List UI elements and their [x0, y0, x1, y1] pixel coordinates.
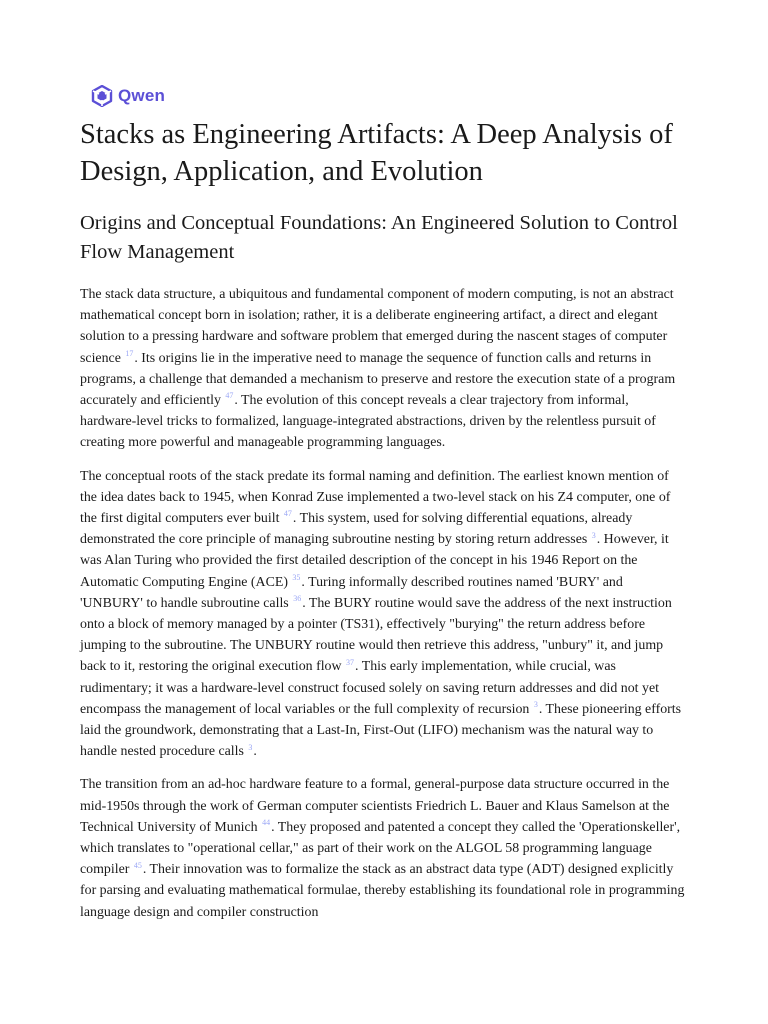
- paragraph: [80, 284, 688, 454]
- text-run: . Turing informally described routines named 'BURY' and 'UNBURY' to handle subroutine calls: [80, 574, 623, 611]
- citation-marker[interactable]: 3: [591, 530, 596, 540]
- qwen-logo-icon: [90, 85, 114, 107]
- citation-marker[interactable]: 35: [292, 573, 301, 583]
- document-title: Stacks as Engineering Artifacts: A Deep Analysis of Design, Application, and Evolution: [80, 119, 673, 187]
- citation-marker[interactable]: 47: [283, 509, 292, 519]
- citation-marker[interactable]: 47: [225, 391, 234, 401]
- text-run: . However, it was Alan Turing who provided the first detailed description of the concept in his 1946 Report on the Automatic Computing Engine (ACE): [80, 532, 669, 590]
- paragraph: [80, 466, 688, 763]
- paragraph: [80, 774, 688, 922]
- text-run: . This early implementation, while crucial, was rudimentary; it was a hardware-level construct focused solely on saving return addresses and did not yet encompass the management of local variables or the full complexity of recursion: [80, 659, 659, 717]
- citation-marker[interactable]: 37: [346, 657, 355, 667]
- citation-marker[interactable]: 44: [262, 818, 271, 828]
- text-run: .: [253, 744, 257, 760]
- text-run: The conceptual roots of the stack predate its formal naming and definition. The earliest known mention of the idea dates back to 1945, when Konrad Zuse implemented a two-level stack on his Z4 computer, one of the first digital computers ever built: [80, 468, 671, 527]
- text-run: . This system, used for solving differential equations, already demonstrated the core principle of managing subroutine nesting by storing return addresses: [80, 511, 633, 548]
- text-run: . Its origins lie in the imperative need to manage the sequence of function calls and returns in programs, a challenge that demanded a mechanism to preserve and restore the execution state of a program accurately and efficiently: [80, 350, 676, 409]
- brand-logo: [90, 85, 165, 107]
- text-run: The stack data structure, a ubiquitous and fundamental component of modern computing, is not an abstract mathematical concept born in isolation; rather, it is a deliberate engineering artifact, a direct and elegant solution to a pressing hardware and software problem that emerged during the nascent stages of computer science: [80, 287, 674, 366]
- text-run: . They proposed and patented a concept they called the 'Operationskeller', which translates to "operational cellar," as part of their work on the ALGOL 58 programming language compiler: [80, 819, 681, 878]
- text-run: . The evolution of this concept reveals a clear trajectory from informal, hardware-level tricks to formalized, language-integrated abstractions, driven by the relentless pursuit of creating more powerful and manageable programming languages.: [80, 393, 656, 451]
- text-run: . Their innovation was to formalize the stack as an abstract data type (ADT) designed explicitly for parsing and evaluating mathematical formulae, thereby establishing its foundational role in programming language design and compiler construction: [80, 862, 685, 920]
- citation-marker[interactable]: 17: [125, 348, 134, 358]
- citation-marker[interactable]: 36: [293, 594, 302, 604]
- text-run: . These pioneering efforts laid the groundwork, demonstrating that a Last-In, First-Out (LIFO) mechanism was the natural way to handle nested procedure calls: [80, 701, 682, 760]
- text-run: . The BURY routine would save the address of the next instruction onto a block of memory managed by a pointer (TS31), effectively "burying" the return address before jumping to the subroutine. The UNBURY routine would then retrieve this address, "unbury" it, and jump back to it, restoring the original execution flow: [80, 595, 672, 675]
- citation-marker[interactable]: 3: [248, 742, 253, 752]
- citation-marker[interactable]: 3: [533, 700, 538, 710]
- text-run: The transition from an ad-hoc hardware feature to a formal, general-purpose data structure occurred in the mid-1950s through the work of German computer scientists Friedrich L. Bauer and Klaus Samelson at the Technical University of Munich: [80, 777, 670, 835]
- section-heading: Origins and Conceptual Foundations: An Engineered Solution to Control Flow Management: [80, 212, 678, 263]
- document-body: [80, 284, 688, 935]
- brand-name: Qwen: [118, 86, 166, 105]
- citation-marker[interactable]: 45: [133, 860, 142, 870]
